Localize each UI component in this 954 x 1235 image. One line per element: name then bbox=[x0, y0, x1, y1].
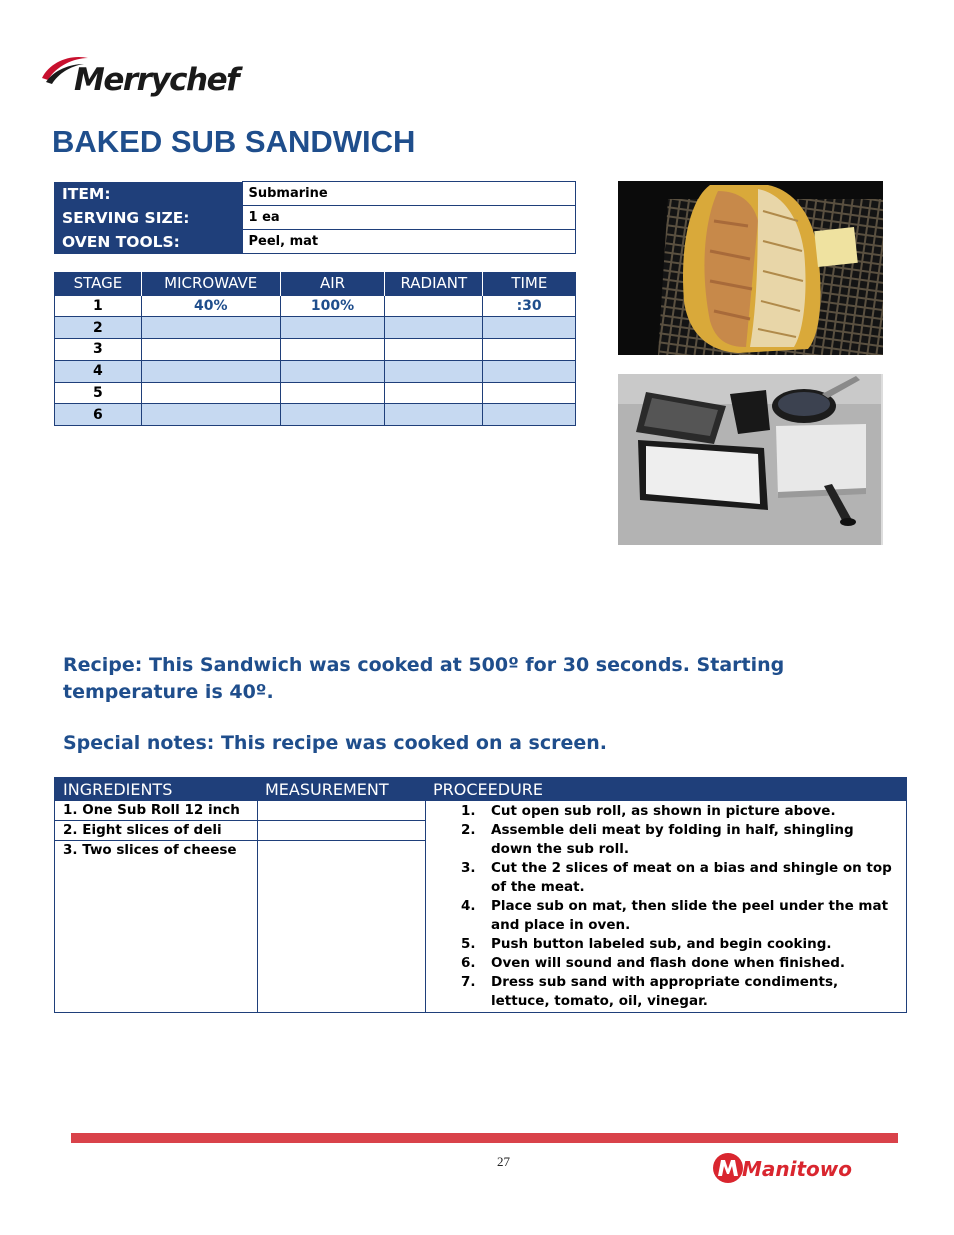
stage-cell: 6 bbox=[55, 404, 142, 426]
item-label: ITEM: bbox=[54, 182, 242, 206]
microwave-cell bbox=[141, 382, 280, 404]
step-number: 5. bbox=[461, 936, 476, 952]
step-number: 7. bbox=[461, 974, 476, 990]
serving-size-label: SERVING SIZE: bbox=[54, 206, 242, 230]
step-number: 4. bbox=[461, 898, 476, 914]
item-info-table bbox=[54, 181, 576, 254]
stage-cell: 1 bbox=[55, 295, 142, 317]
air-cell bbox=[280, 360, 385, 382]
ingredient-item: 3. Two slices of cheese bbox=[63, 842, 237, 858]
air-cell: 100% bbox=[280, 295, 385, 317]
header-air: AIR bbox=[280, 272, 385, 295]
stage-cell: 3 bbox=[55, 339, 142, 361]
procedure-step bbox=[427, 802, 905, 821]
page-number: 27 bbox=[497, 1154, 510, 1169]
step-number: 1. bbox=[461, 803, 476, 819]
procedure-step bbox=[427, 935, 905, 954]
special-notes: Special notes: This recipe was cooked on a screen. bbox=[63, 732, 608, 754]
ingredient-item: 1. One Sub Roll 12 inch bbox=[55, 801, 257, 821]
header-stage: STAGE bbox=[55, 272, 142, 295]
step-text: Assemble deli meat by folding in half, shingling down the sub roll. bbox=[491, 822, 854, 857]
radiant-cell bbox=[385, 339, 483, 361]
microwave-cell bbox=[141, 360, 280, 382]
air-cell bbox=[280, 382, 385, 404]
oven-tools-value: Peel, mat bbox=[242, 230, 576, 254]
time-cell bbox=[483, 339, 576, 361]
item-row bbox=[54, 182, 576, 206]
radiant-cell bbox=[385, 317, 483, 339]
time-cell: :30 bbox=[483, 295, 576, 317]
time-cell bbox=[483, 317, 576, 339]
stage-row bbox=[55, 339, 576, 361]
air-cell bbox=[280, 317, 385, 339]
air-cell bbox=[280, 339, 385, 361]
measurement-item bbox=[258, 821, 425, 841]
item-value: Submarine bbox=[242, 182, 576, 206]
step-text: Cut open sub roll, as shown in picture above. bbox=[491, 803, 836, 819]
step-number: 2. bbox=[461, 822, 476, 838]
stage-row bbox=[55, 317, 576, 339]
microwave-cell bbox=[141, 339, 280, 361]
stage-cell: 4 bbox=[55, 360, 142, 382]
step-text: Push button labeled sub, and begin cooking. bbox=[491, 936, 832, 952]
measurement-item bbox=[258, 841, 425, 861]
serving-size-value: 1 ea bbox=[242, 206, 576, 230]
procedure-step bbox=[427, 973, 905, 1011]
stage-cell: 5 bbox=[55, 382, 142, 404]
time-cell bbox=[483, 382, 576, 404]
step-number: 6. bbox=[461, 955, 476, 971]
stage-row bbox=[55, 295, 576, 317]
manitowoc-logo bbox=[712, 1150, 852, 1186]
recipe-text: Recipe: This Sandwich was cooked at 500º for 30 seconds. Starting temperature is 40º. bbox=[63, 654, 785, 703]
header-radiant: RADIANT bbox=[385, 272, 483, 295]
stage-row bbox=[55, 360, 576, 382]
header-ingredients: INGREDIENTS bbox=[63, 780, 173, 799]
logo-wordmark: Merrychef bbox=[74, 62, 239, 98]
header-time: TIME bbox=[483, 272, 576, 295]
stage-header-row bbox=[55, 272, 576, 295]
microwave-cell bbox=[141, 317, 280, 339]
header-procedure: PROCEEDURE bbox=[433, 780, 544, 799]
step-text: Place sub on mat, then slide the peel under the mat and place in oven. bbox=[491, 898, 889, 933]
manitowoc-wordmark: Manitowoc bbox=[742, 1157, 852, 1181]
step-text: Cut the 2 slices of meat on a bias and shingle on top of the meat. bbox=[491, 860, 892, 895]
procedure-column bbox=[427, 802, 905, 1011]
measurement-item bbox=[258, 801, 425, 821]
step-number: 3. bbox=[461, 860, 476, 876]
page-title: BAKED SUB SANDWICH bbox=[52, 124, 416, 159]
ingredient-item: 2. Eight slices of deli bbox=[55, 821, 257, 841]
procedure-step bbox=[427, 859, 905, 897]
procedure-step bbox=[427, 954, 905, 973]
time-cell bbox=[483, 404, 576, 426]
radiant-cell bbox=[385, 404, 483, 426]
microwave-cell bbox=[141, 404, 280, 426]
step-text: Oven will sound and flash done when finished. bbox=[491, 955, 846, 971]
ingredients-column bbox=[55, 801, 258, 1012]
cooking-stage-table bbox=[54, 272, 576, 426]
procedure-step bbox=[427, 821, 905, 859]
time-cell bbox=[483, 360, 576, 382]
air-cell bbox=[280, 404, 385, 426]
step-text: Dress sub sand with appropriate condiments, lettuce, tomato, oil, vinegar. bbox=[491, 974, 839, 1009]
procedure-step bbox=[427, 897, 905, 935]
header-measurement: MEASUREMENT bbox=[265, 780, 389, 799]
radiant-cell bbox=[385, 295, 483, 317]
oven-tools-photo bbox=[618, 374, 883, 545]
stage-cell: 2 bbox=[55, 317, 142, 339]
oven-tools-row bbox=[54, 230, 576, 254]
radiant-cell bbox=[385, 360, 483, 382]
footer-divider bbox=[71, 1133, 898, 1143]
procedure-steps bbox=[427, 802, 905, 1011]
oven-tools-label: OVEN TOOLS: bbox=[54, 230, 242, 254]
ingredients-table bbox=[54, 777, 907, 1013]
stage-row bbox=[55, 404, 576, 426]
microwave-cell: 40% bbox=[141, 295, 280, 317]
merrychef-logo bbox=[40, 52, 250, 108]
sandwich-photo bbox=[618, 181, 883, 355]
header-microwave: MICROWAVE bbox=[141, 272, 280, 295]
ingredients-header bbox=[55, 778, 906, 801]
serving-size-row bbox=[54, 206, 576, 230]
radiant-cell bbox=[385, 382, 483, 404]
measurement-column bbox=[258, 801, 426, 1012]
stage-row bbox=[55, 382, 576, 404]
